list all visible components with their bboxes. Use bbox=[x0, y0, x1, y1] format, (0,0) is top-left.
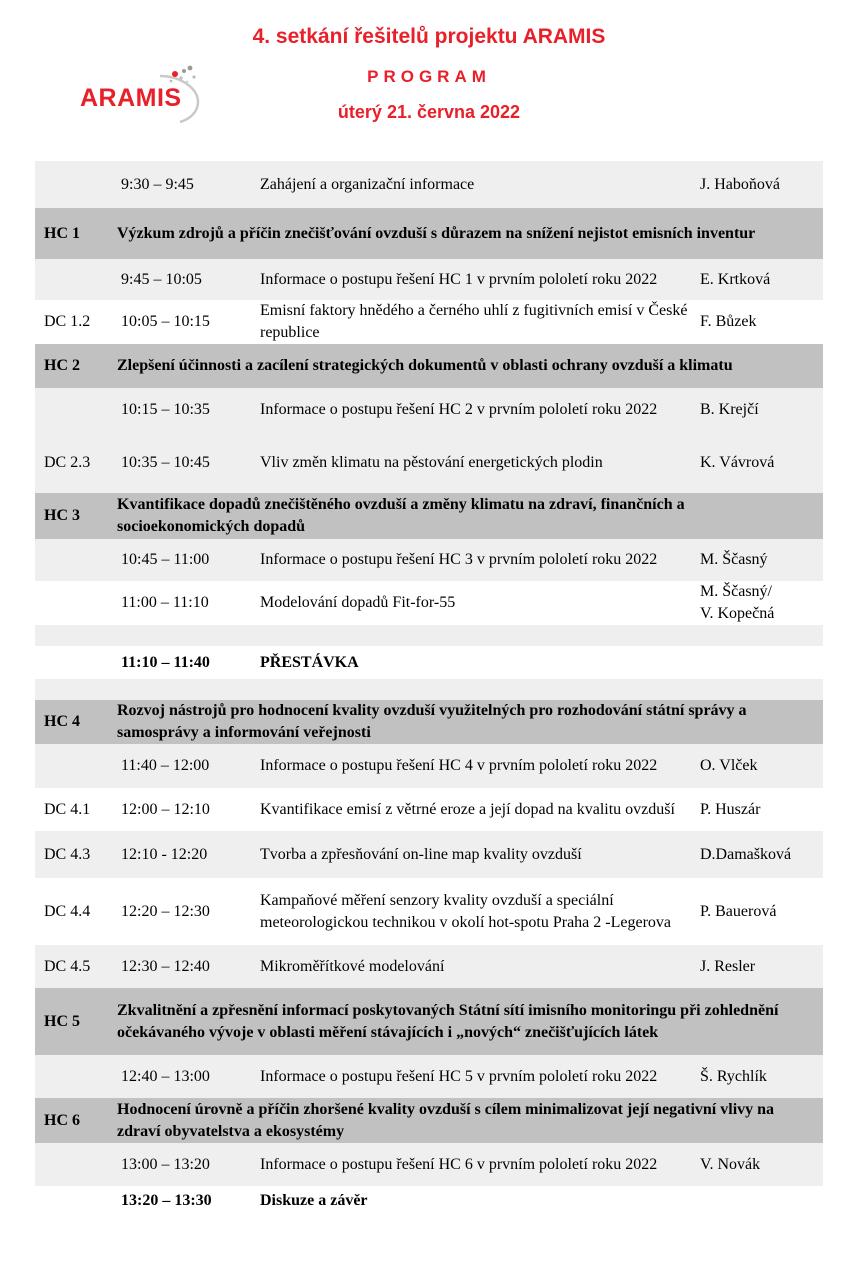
program-heading: PROGRAM bbox=[367, 67, 491, 86]
time-slot: 12:40 – 13:00 bbox=[117, 1055, 260, 1098]
speaker: P. Huszár bbox=[700, 788, 823, 831]
speaker: O. Vlček bbox=[700, 744, 823, 788]
section-row bbox=[35, 1098, 823, 1143]
program-row bbox=[35, 1143, 823, 1186]
speaker: B. Krejčí bbox=[700, 388, 823, 432]
time-slot: 9:30 – 9:45 bbox=[117, 161, 260, 208]
time-slot: 11:10 – 11:40 bbox=[117, 646, 260, 679]
speaker-line: M. Ščasný/ bbox=[700, 583, 772, 600]
speaker: V. Novák bbox=[700, 1143, 823, 1186]
agenda-title: Emisní faktory hnědého a černého uhlí z fugitivních emisí v České republice bbox=[260, 300, 700, 344]
program-row bbox=[35, 1055, 823, 1098]
time-slot: 13:20 – 13:30 bbox=[117, 1186, 260, 1216]
section-code: HC 1 bbox=[35, 208, 117, 259]
section-title: Zlepšení účinnosti a zacílení strategických dokumentů v oblasti ochrany ovzduší a klimatu bbox=[117, 344, 823, 388]
closing-row bbox=[35, 1186, 823, 1216]
page-title: 4. setkání řešitelů projektu ARAMIS bbox=[252, 25, 606, 48]
task-code: DC 2.3 bbox=[35, 432, 117, 493]
agenda-title: Kvantifikace emisí z větrné eroze a její dopad na kvalitu ovzduší bbox=[260, 788, 700, 831]
break-row bbox=[35, 646, 823, 679]
task-code: DC 4.4 bbox=[35, 878, 117, 945]
speaker: K. Vávrová bbox=[700, 432, 823, 493]
program-row bbox=[35, 744, 823, 788]
program-table bbox=[35, 161, 823, 1216]
program-row bbox=[35, 161, 823, 208]
logo-text: ARAMIS bbox=[80, 84, 182, 112]
section-row bbox=[35, 344, 823, 388]
program-row bbox=[35, 878, 823, 945]
section-title: Rozvoj nástrojů pro hodnocení kvality ovzduší využitelných pro rozhodování státní správy a samosprávy a informování veřejnosti bbox=[117, 700, 823, 744]
speaker: D.Damašková bbox=[700, 831, 823, 878]
program-row bbox=[35, 788, 823, 831]
time-slot: 11:40 – 12:00 bbox=[117, 744, 260, 788]
speaker: M. Ščasný bbox=[700, 539, 823, 581]
section-title: Hodnocení úrovně a příčin zhoršené kvality ovzduší s cílem minimalizovat její negativní vlivy na zdraví obyvatelstva a ekosystémy bbox=[117, 1098, 823, 1143]
section-title: Zkvalitnění a zpřesnění informací poskytovaných Státní sítí imisního monitoringu při zohlednění očekávaného vývoje v oblasti měření stávajících i „nových“ znečišťujících látek bbox=[117, 988, 823, 1055]
speaker: J. Resler bbox=[700, 945, 823, 988]
program-row bbox=[35, 300, 823, 344]
agenda-title: Informace o postupu řešení HC 6 v prvním pololetí roku 2022 bbox=[260, 1143, 700, 1186]
section-row bbox=[35, 988, 823, 1055]
speaker: E. Krtková bbox=[700, 259, 823, 300]
program-row bbox=[35, 432, 823, 493]
program-row bbox=[35, 581, 823, 625]
agenda-title: Modelování dopadů Fit-for-55 bbox=[260, 581, 700, 625]
aramis-logo bbox=[68, 62, 208, 124]
speaker bbox=[700, 581, 823, 625]
time-slot: 10:15 – 10:35 bbox=[117, 388, 260, 432]
spacer-row bbox=[35, 625, 823, 646]
section-title: Kvantifikace dopadů znečištěného ovzduší a změny klimatu na zdraví, finančních a socioekonomických dopadů bbox=[117, 493, 823, 539]
program-row bbox=[35, 259, 823, 300]
section-row bbox=[35, 493, 823, 539]
program-row bbox=[35, 945, 823, 988]
time-slot: 11:00 – 11:10 bbox=[117, 581, 260, 625]
agenda-title: Informace o postupu řešení HC 2 v prvním pololetí roku 2022 bbox=[260, 388, 700, 432]
agenda-title: Tvorba a zpřesňování on-line map kvality ovzduší bbox=[260, 831, 700, 878]
agenda-title: Mikroměřítkové modelování bbox=[260, 945, 700, 988]
program-row bbox=[35, 388, 823, 432]
task-code: DC 4.5 bbox=[35, 945, 117, 988]
program-row bbox=[35, 831, 823, 878]
task-code: DC 1.2 bbox=[35, 300, 117, 344]
speaker: F. Bůzek bbox=[700, 300, 823, 344]
time-slot: 12:30 – 12:40 bbox=[117, 945, 260, 988]
task-code: DC 4.3 bbox=[35, 831, 117, 878]
section-code: HC 3 bbox=[35, 493, 117, 539]
event-date: úterý 21. června 2022 bbox=[337, 102, 521, 122]
section-title: Výzkum zdrojů a příčin znečišťování ovzduší s důrazem na snížení nejistot emisních inventur bbox=[117, 208, 823, 259]
speaker: P. Bauerová bbox=[700, 878, 823, 945]
section-row bbox=[35, 700, 823, 744]
time-slot: 10:05 – 10:15 bbox=[117, 300, 260, 344]
agenda-title: Informace o postupu řešení HC 4 v prvním pololetí roku 2022 bbox=[260, 744, 700, 788]
time-slot: 9:45 – 10:05 bbox=[117, 259, 260, 300]
program-row bbox=[35, 539, 823, 581]
agenda-title: Zahájení a organizační informace bbox=[260, 161, 700, 208]
time-slot: 12:20 – 12:30 bbox=[117, 878, 260, 945]
speaker-line: V. Kopečná bbox=[700, 605, 775, 622]
speaker: Š. Rychlík bbox=[700, 1055, 823, 1098]
agenda-title: Kampaňové měření senzory kvality ovzduší a speciální meteorologickou technikou v okolí hot-spotu Praha 2 -Legerova bbox=[260, 878, 700, 945]
section-row bbox=[35, 208, 823, 259]
time-slot: 12:10 - 12:20 bbox=[117, 831, 260, 878]
spacer-row bbox=[35, 679, 823, 700]
agenda-title: Informace o postupu řešení HC 3 v prvním pololetí roku 2022 bbox=[260, 539, 700, 581]
section-code: HC 5 bbox=[35, 988, 117, 1055]
time-slot: 10:35 – 10:45 bbox=[117, 432, 260, 493]
speaker: J. Haboňová bbox=[700, 161, 823, 208]
section-code: HC 6 bbox=[35, 1098, 117, 1143]
agenda-title: PŘESTÁVKA bbox=[260, 646, 700, 679]
agenda-title: Diskuze a závěr bbox=[260, 1186, 700, 1216]
time-slot: 10:45 – 11:00 bbox=[117, 539, 260, 581]
time-slot: 12:00 – 12:10 bbox=[117, 788, 260, 831]
agenda-title: Informace o postupu řešení HC 5 v prvním pololetí roku 2022 bbox=[260, 1055, 700, 1098]
time-slot: 13:00 – 13:20 bbox=[117, 1143, 260, 1186]
agenda-title: Vliv změn klimatu na pěstování energetických plodin bbox=[260, 432, 700, 493]
section-code: HC 4 bbox=[35, 700, 117, 744]
section-code: HC 2 bbox=[35, 344, 117, 388]
task-code: DC 4.1 bbox=[35, 788, 117, 831]
agenda-title: Informace o postupu řešení HC 1 v prvním pololetí roku 2022 bbox=[260, 259, 700, 300]
